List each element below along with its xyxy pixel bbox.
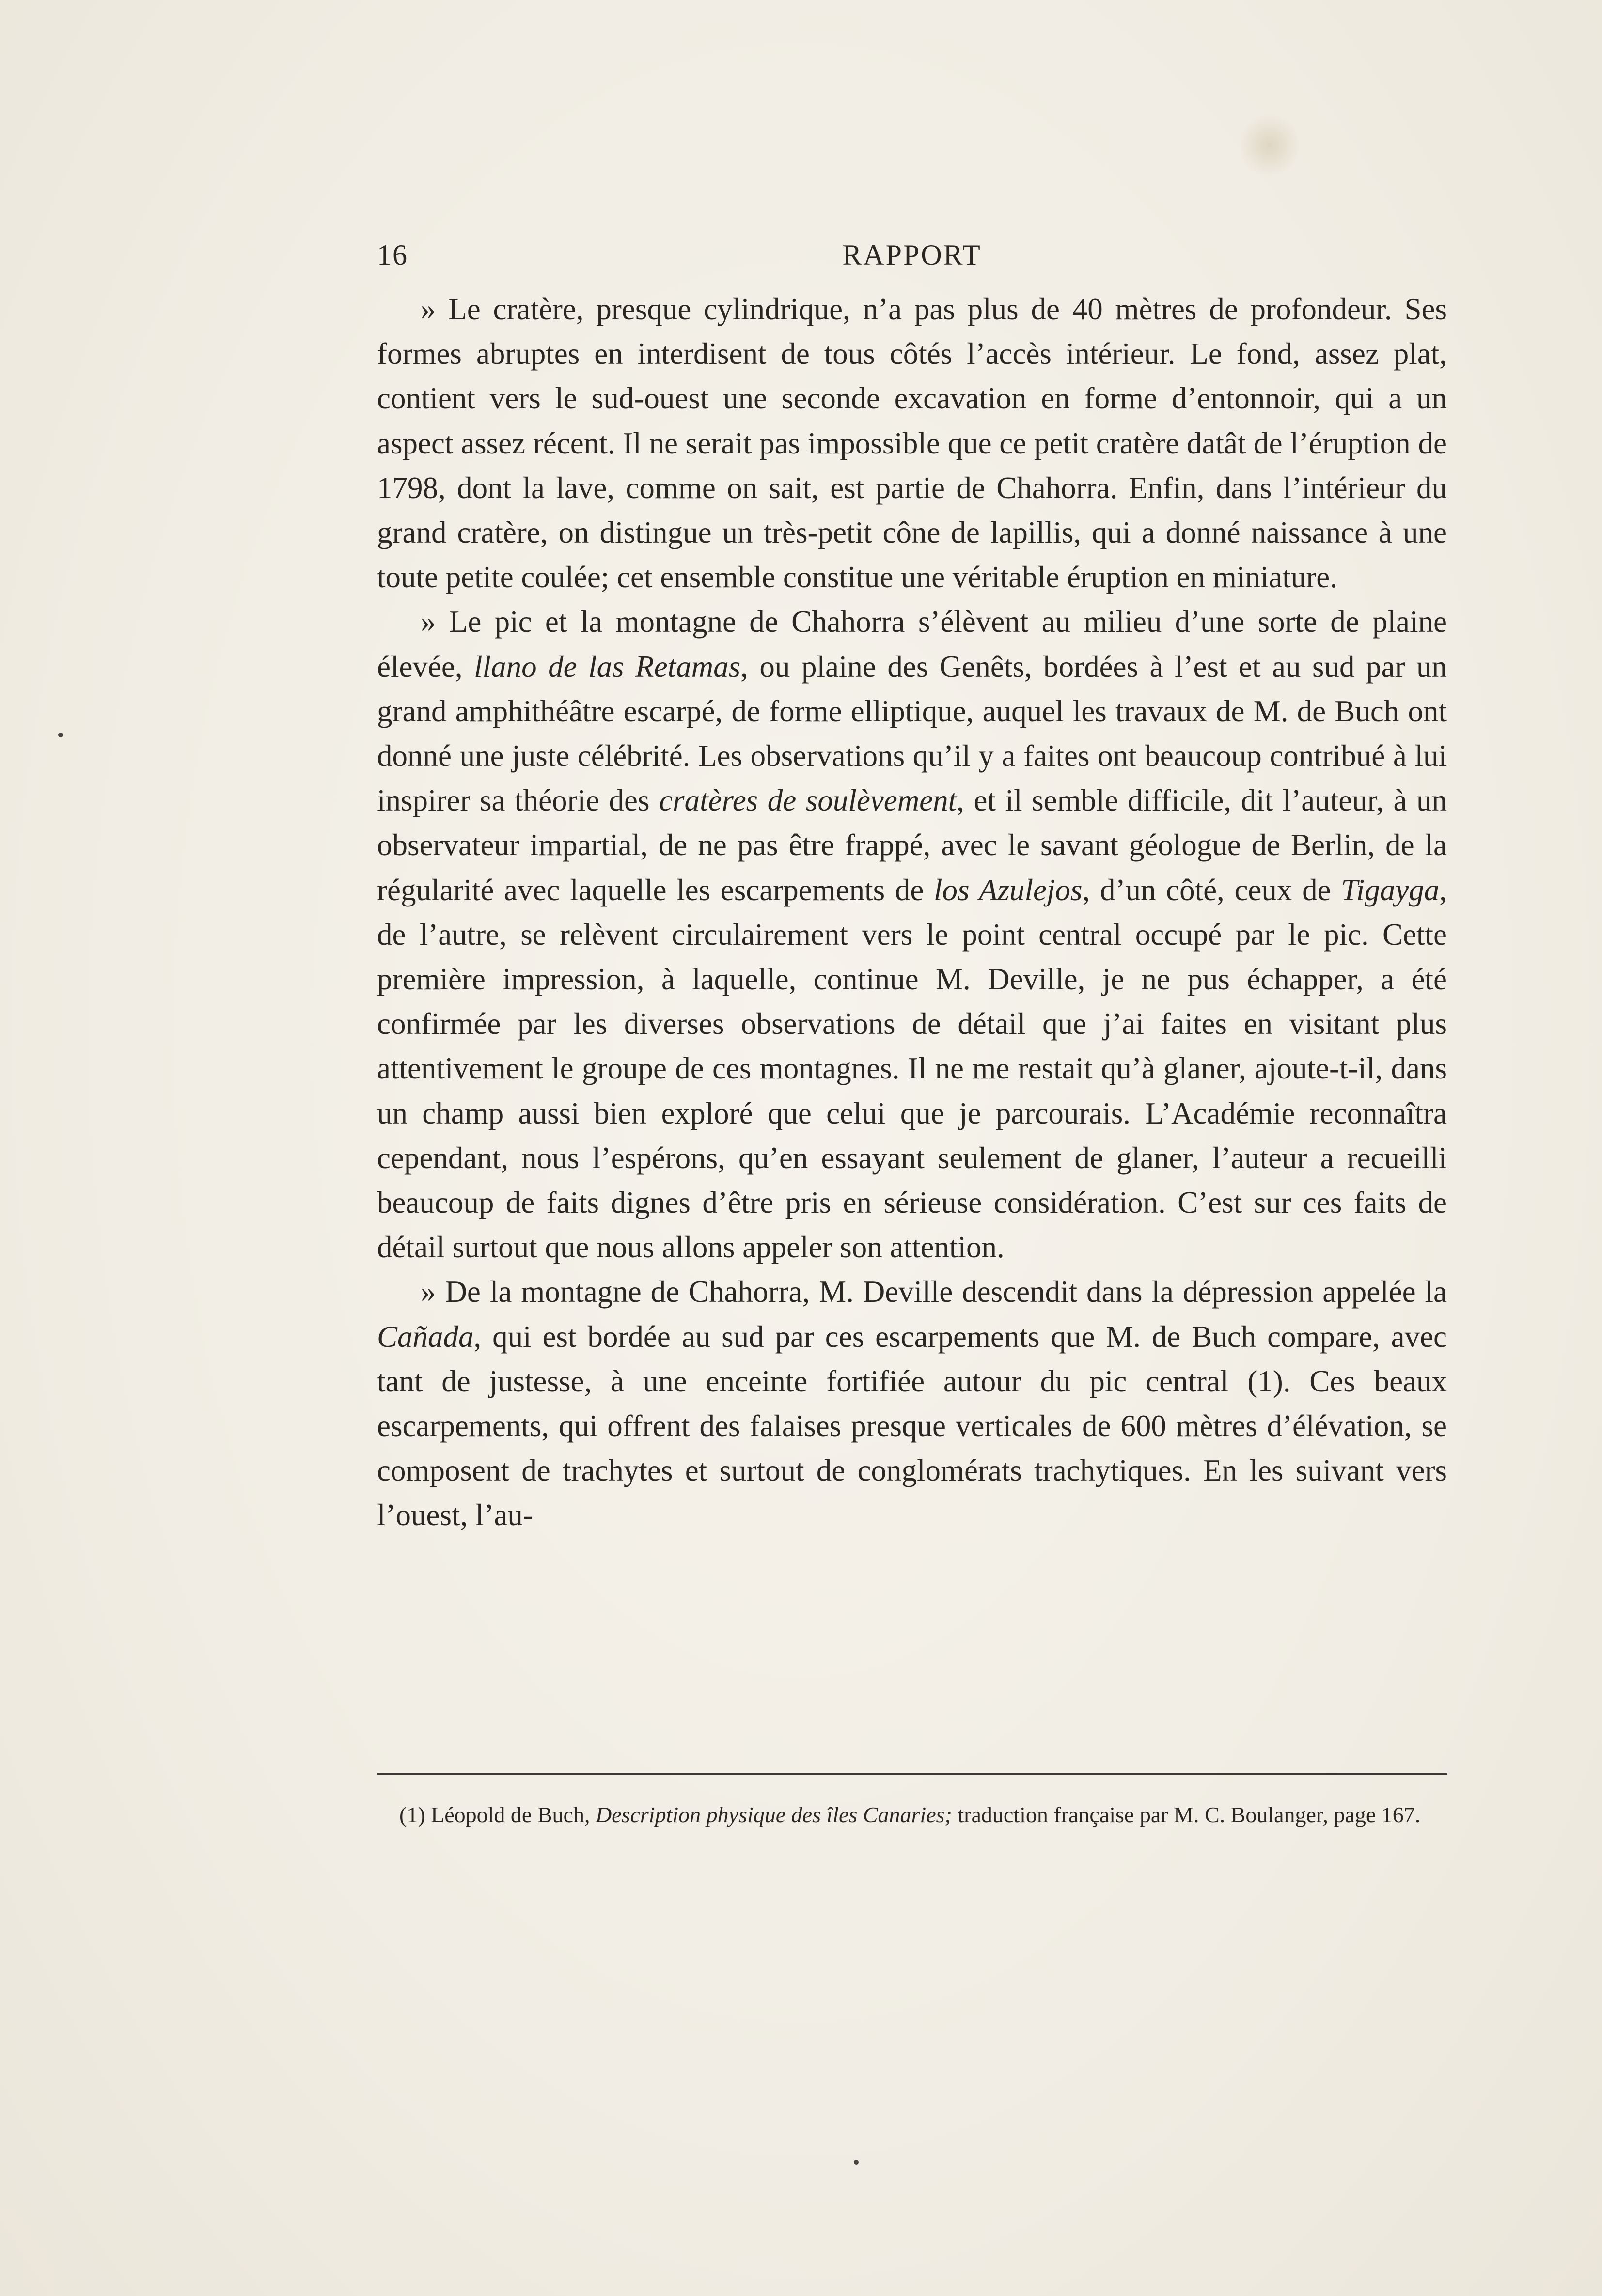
paragraph-3 [377, 1269, 1447, 1537]
italic-term: los Azulejos [933, 873, 1083, 907]
italic-term: llano de las Retamas [474, 649, 741, 684]
italic-term: Tigayga [1341, 873, 1440, 907]
paper-speck [854, 2160, 859, 2165]
paragraph-3-text: » De la montagne de Chahorra, M. Deville descendit dans la dépression appelée la [421, 1275, 1447, 1309]
page-number: 16 [377, 239, 408, 271]
paragraph-3-text: , qui est bordée au sud par ces escarpements que M. de Buch compare, avec tant de justesse, à une enceinte fortifiée autour du pic central (1). Ces beaux escarpements, qui offrent des falaises presque verticales de 600 mètres d’élévation, se composent de trachytes et surtout de conglomérats trachytiques. En les suivant vers l’ouest, l’au- [377, 1319, 1447, 1532]
running-head: RAPPORT [842, 239, 982, 271]
paragraph-2 [377, 599, 1447, 1269]
footnote-rest: traduction française par M. C. Boulanger, page 167. [952, 1802, 1421, 1827]
italic-term: Cañada [377, 1319, 474, 1354]
footnote [377, 1796, 1447, 1833]
paper-stain [1241, 111, 1299, 179]
paper-speck [58, 733, 63, 737]
paragraph-1 [377, 287, 1447, 599]
footnote-title: Description physique des îles Canaries; [595, 1802, 952, 1827]
paragraph-2-text: , d’un côté, ceux de [1082, 873, 1341, 907]
body-text [377, 287, 1447, 1538]
footnote-text [377, 1796, 1447, 1833]
italic-term: cratères de soulèvement [659, 783, 957, 818]
paragraph-1-text: » Le cratère, presque cylindrique, n’a pas plus de 40 mètres de profondeur. Ses formes abruptes en interdisent de tous côtés l’accès intérieur. Le fond, assez plat, contient vers le sud-ouest une seconde excavation en forme d’entonnoir, qui a un aspect assez récent. Il ne serait pas impossible que ce petit cratère datât de l’éruption de 1798, dont la lave, comme on sait, est partie de Chahorra. Enfin, dans l’intérieur du grand cratère, on distingue un très-petit cône de lapillis, qui a donné naissance à une toute petite coulée; cet ensemble constitue une véritable éruption en miniature. [377, 292, 1447, 594]
paragraph-2-text: , ou plaine des Genêts, bordées à l’est et au sud par un grand amphithéâtre escarpé, de forme elliptique, auquel les travaux de M. de Buch ont donné une juste célébrité. Les observations qu’il y a faites ont beaucoup contribué à lui inspirer sa théorie des [377, 649, 1447, 818]
footnote-ref: (1) Léopold de Buch, [399, 1802, 596, 1827]
page-header [377, 238, 1447, 282]
footnote-rule [377, 1773, 1447, 1775]
paragraph-2-text: , et il semble difficile, dit l’auteur, à un observateur impartial, de ne pas être frappé, avec le savant géologue de Berlin, de la régularité avec laquelle les escarpements de [377, 783, 1447, 907]
paragraph-2-text: » Le pic et la montagne de Chahorra s’élèvent au milieu d’une sorte de plaine élevée, [377, 605, 1447, 684]
paragraph-2-text: , de l’autre, se relèvent circulairement vers le point central occupé par le pic. Cette première impression, à laquelle, continue M. Deville, je ne pus échapper, a été confirmée par les diverses observations de détail que j’ai faites en visitant plus attentivement le groupe de ces montagnes. Il ne me restait qu’à glaner, ajoute-t-il, dans un champ aussi bien exploré que celui que je parcourais. L’Académie reconnaîtra cependant, nous l’espérons, qu’en essayant seulement de glaner, l’auteur a recueilli beaucoup de faits dignes d’être pris en sérieuse considération. C’est sur ces faits de détail surtout que nous allons appeler son attention. [377, 873, 1447, 1265]
